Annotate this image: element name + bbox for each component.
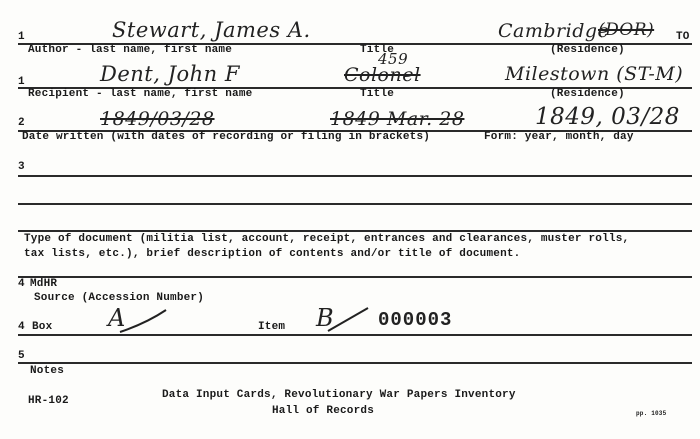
- row3-number: 2: [18, 117, 25, 129]
- recipient-title-label: Title: [360, 88, 395, 100]
- description-line-2: [18, 203, 692, 205]
- form-id: HR-102: [28, 395, 69, 407]
- author-title-label: Title: [360, 44, 395, 56]
- description-line-1: [18, 175, 692, 177]
- box-handwriting: A: [108, 304, 126, 332]
- date-form-label: Form: year, month, day: [484, 131, 634, 143]
- row1-number: 1: [18, 31, 25, 43]
- notes-line: [18, 362, 692, 364]
- type-instructions-line-1: Type of document (militia list, account, receipt, entrances and clearances, muster rolls,: [24, 233, 630, 245]
- mdhr-label: MdHR: [30, 278, 58, 290]
- box-number: 4: [18, 321, 25, 333]
- footer-title-line-2: Hall of Records: [272, 405, 375, 417]
- notes-number: 5: [18, 350, 25, 362]
- date-label: Date written (with dates of recording or filing in brackets): [22, 131, 431, 143]
- source-label: Source (Accession Number): [34, 292, 205, 304]
- print-code: pp. 1035: [636, 410, 667, 417]
- item-label: Item: [258, 321, 286, 333]
- box-handwritten-stroke: [118, 308, 168, 336]
- box-line: [18, 334, 692, 336]
- footer-title-line-1: Data Input Cards, Revolutionary War Papers Inventory: [162, 389, 516, 401]
- type-instructions-line-2: tax lists, etc.), brief description of contents and/or title of document.: [24, 248, 521, 260]
- recipient-residence-label: (Residence): [550, 88, 625, 100]
- mdhr-number: 4: [18, 278, 25, 290]
- author-residence-label: (Residence): [550, 44, 625, 56]
- mdhr-line: [18, 276, 692, 278]
- item-stamped-number: 000003: [378, 309, 453, 331]
- box-label: Box: [32, 321, 53, 333]
- item-handwriting: B: [316, 304, 335, 332]
- recipient-label: Recipient - last name, first name: [28, 88, 253, 100]
- recipient-title-above: 459: [378, 50, 409, 68]
- date-handwriting-mid-struck: 1849 Mar. 28: [330, 108, 465, 130]
- notes-label: Notes: [30, 365, 65, 377]
- recipient-title-struck: Colonel: [344, 64, 421, 86]
- author-residence-struck: (DOR): [598, 20, 655, 40]
- date-handwriting: 1849, 03/28: [535, 104, 680, 130]
- author-label: Author - last name, first name: [28, 44, 233, 56]
- description-line-3: [18, 230, 692, 232]
- author-residence-handwriting: Cambridge: [498, 20, 610, 42]
- row2-number: 1: [18, 76, 25, 88]
- item-handwritten-stroke: [326, 306, 370, 334]
- recipient-residence-handwriting: Milestown (ST-M): [505, 63, 684, 85]
- author-handwriting: Stewart, James A.: [112, 18, 311, 42]
- to-label: TO: [676, 31, 690, 43]
- row4-number: 3: [18, 161, 25, 173]
- recipient-handwriting: Dent, John F: [100, 62, 240, 86]
- date-handwriting-struck: 1849/03/28: [100, 108, 215, 130]
